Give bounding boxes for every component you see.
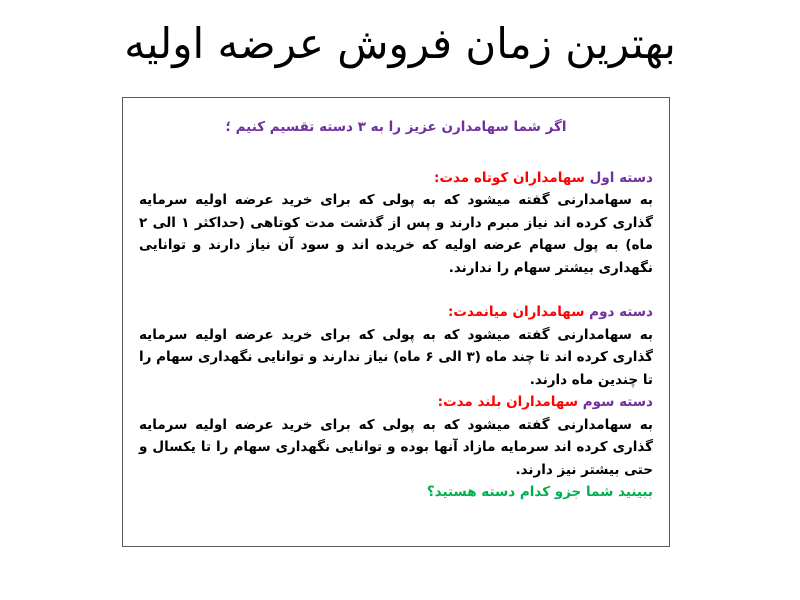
- section-2-heading: [139, 301, 653, 324]
- section-2-heading-label: سهامداران میانمدت:: [447, 304, 585, 320]
- section-2-heading-group: دسته دوم: [589, 304, 653, 320]
- content-box: [122, 97, 670, 547]
- intro-text: اگر شما سهامدارن عزیز را به ۳ دسته تقسیم کنیم ؛: [225, 119, 567, 135]
- slide-title: بهترین زمان فروش عرضه اولیه: [124, 19, 676, 68]
- section-3-heading-group: دسته سوم: [582, 394, 653, 410]
- section-1-heading-group: دسته اول: [589, 169, 653, 186]
- section-3-text: به سهامدارنی گفته میشود که به پولی که برای خرید عرضه اولیه سرمایه گذاری کرده اند سرمایه مازاد آنها بوده و توانایی نگهداری سهام را تا یکسال و حتی بیشتر نیز دارند.: [139, 416, 653, 478]
- section-3-heading-label: سهامداران بلند مدت:: [437, 394, 579, 410]
- section-1-heading-label: سهامداران کوتاه مدت:: [434, 169, 585, 186]
- section-1-text: به سهامدارنی گفته میشود که به پولی که برای خرید عرضه اولیه سرمایه گذاری کرده اند نیاز مبرم دارند و پس از گذشت مدت کوتاهی (حداکثر ۱ الی ۲ ماه) به پول سهام عرضه اولیه که خریده اند و سود آن نیاز دارند و توانایی نگهداری بیشتر سهام را ندارند.: [139, 192, 654, 276]
- section-1-heading: [139, 167, 653, 190]
- section-2-text: به سهامدارنی گفته میشود که به پولی که برای خرید عرضه اولیه سرمایه گذاری کرده اند تا چند ماه (۳ الی ۶ ماه) نیاز ندارند و توانایی نگهداری سهام را تا چندین ماه دارند.: [139, 326, 653, 388]
- closing-question: ببینید شما جزو کدام دسته هستید؟: [426, 484, 653, 500]
- section-spacer: [139, 279, 653, 301]
- section-3-heading: [139, 391, 653, 414]
